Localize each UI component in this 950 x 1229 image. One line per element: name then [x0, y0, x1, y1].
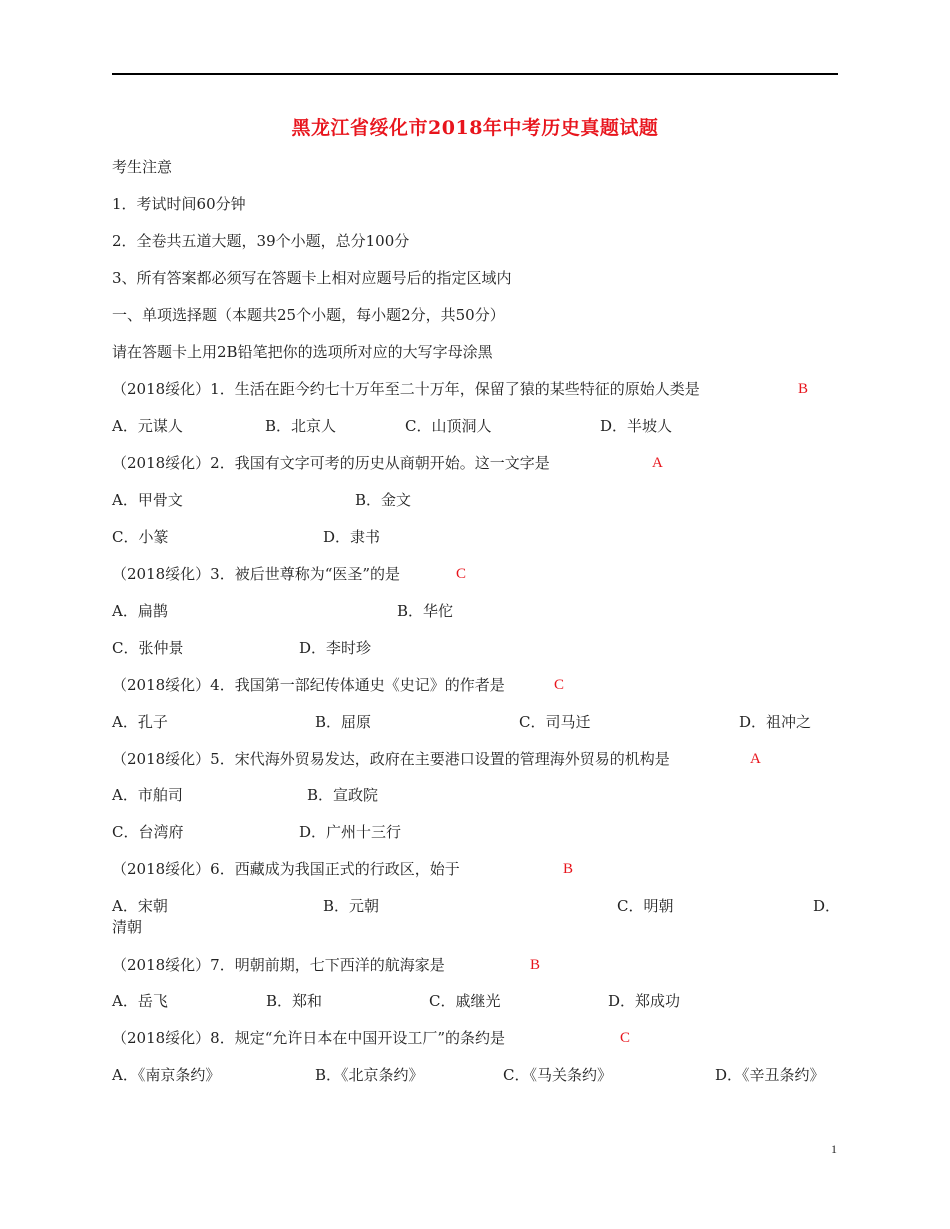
option: A．元谋人: [112, 417, 183, 435]
answer-mark: B: [798, 381, 809, 397]
option: D．李时珍: [299, 639, 372, 657]
notice-item: 3、所有答案都必须写在答题卡上相对应题号后的指定区域内: [112, 269, 512, 287]
option: D．广州十三行: [299, 823, 402, 841]
answer-mark: C: [554, 677, 565, 693]
notice-heading: 考生注意: [112, 158, 173, 176]
option: D．: [813, 897, 841, 915]
notice-item: 2．全卷共五道大题，39个小题，总分100分: [112, 232, 410, 250]
option: A．《南京条约》: [112, 1066, 221, 1084]
page-title: 黑龙江省绥化市2018年中考历史真题试题: [291, 117, 659, 139]
option: D．郑成功: [608, 992, 681, 1010]
option: 清朝: [112, 918, 143, 936]
option: A．市舶司: [112, 786, 183, 804]
option: A．孔子: [112, 713, 168, 731]
question-stem: （2018绥化）6．西藏成为我国正式的行政区，始于: [112, 860, 460, 878]
answer-mark: C: [620, 1030, 631, 1046]
question-stem: （2018绥化）1．生活在距今约七十万年至二十万年，保留了猿的某些特征的原始人类是: [112, 380, 700, 398]
option: C．张仲景: [112, 639, 184, 657]
option: D．《辛丑条约》: [715, 1066, 825, 1084]
question-stem: （2018绥化）4．我国第一部纪传体通史《史记》的作者是: [112, 676, 505, 694]
page-number: 1: [831, 1142, 837, 1156]
question-stem: （2018绥化）3．被后世尊称为“医圣”的是: [112, 565, 401, 583]
option: A．甲骨文: [112, 491, 183, 509]
answer-mark: C: [456, 566, 467, 582]
option: A．宋朝: [112, 897, 168, 915]
option: B．《北京条约》: [315, 1066, 424, 1084]
header-rule: [112, 73, 838, 75]
option: B．北京人: [265, 417, 337, 435]
option: D．半坡人: [600, 417, 673, 435]
option: B．华佗: [397, 602, 454, 620]
option: A．扁鹊: [112, 602, 168, 620]
option: C．台湾府: [112, 823, 184, 841]
option: B．宣政院: [307, 786, 379, 804]
option: C．司马迁: [519, 713, 591, 731]
question-stem: （2018绥化）5．宋代海外贸易发达，政府在主要港口设置的管理海外贸易的机构是: [112, 750, 670, 768]
section-instruction: 请在答题卡上用2B铅笔把你的选项所对应的大写字母涂黑: [112, 343, 493, 361]
answer-mark: A: [652, 455, 663, 471]
option: B．屈原: [315, 713, 372, 731]
answer-mark: A: [750, 751, 761, 767]
option: C．小篆: [112, 528, 169, 546]
answer-mark: B: [530, 957, 541, 973]
option: B．金文: [355, 491, 412, 509]
option: D．隶书: [323, 528, 381, 546]
notice-item: 1．考试时间60分钟: [112, 195, 246, 213]
option: C．《马关条约》: [503, 1066, 612, 1084]
question-stem: （2018绥化）8．规定“允许日本在中国开设工厂”的条约是: [112, 1029, 506, 1047]
option: B．元朝: [323, 897, 380, 915]
question-stem: （2018绥化）7．明朝前期，七下西洋的航海家是: [112, 956, 445, 974]
option: B．郑和: [266, 992, 323, 1010]
question-stem: （2018绥化）2．我国有文字可考的历史从商朝开始。这一文字是: [112, 454, 550, 472]
option: D．祖冲之: [739, 713, 812, 731]
option: C．山顶洞人: [405, 417, 492, 435]
answer-mark: B: [563, 861, 574, 877]
option: C．明朝: [617, 897, 674, 915]
option: C．戚继光: [429, 992, 501, 1010]
option: A．岳飞: [112, 992, 168, 1010]
section-heading: 一、单项选择题（本题共25个小题，每小题2分，共50分）: [112, 306, 505, 324]
